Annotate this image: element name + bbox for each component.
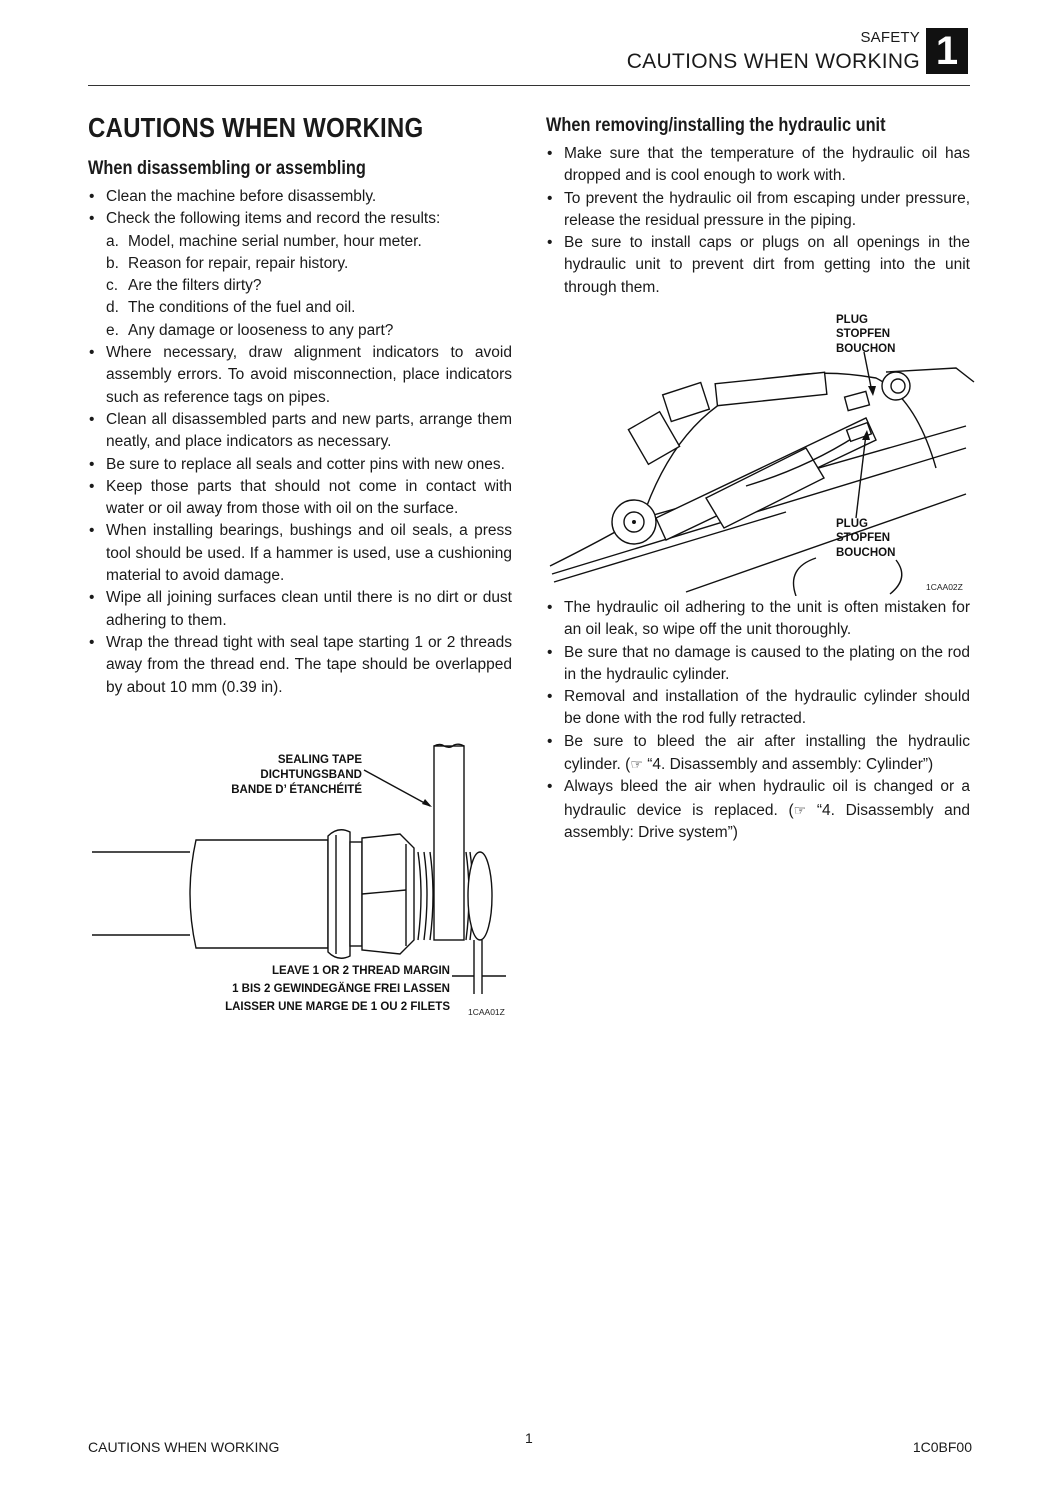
list-item: • Be sure that no damage is caused to the plating on the rod in the hydraulic cylinder. <box>546 642 970 687</box>
right-column-lower <box>546 597 970 844</box>
page-title: CAUTIONS WHEN WORKING <box>88 112 424 143</box>
margin-label-fr: LAISSER UNE MARGE DE 1 OU 2 FILETS <box>225 1001 450 1013</box>
check-items-list <box>106 231 512 342</box>
list-item: • Always bleed the air when hydraulic oil is changed or a hydraulic device is replaced. (☞ “4. Disassembly and assembly: Drive system”) <box>546 776 970 844</box>
hydraulic-list-top <box>546 143 970 299</box>
check-item: e. Any damage or looseness to any part? <box>106 321 394 339</box>
header-section: SAFETY <box>860 29 920 46</box>
block-1 <box>663 383 710 422</box>
lower-curve <box>794 558 817 596</box>
plug-top-label-en: PLUG <box>836 314 868 326</box>
footer-title: CAUTIONS WHEN WORKING <box>88 1439 280 1455</box>
list-item: • Be sure to install caps or plugs on all openings in the hydraulic unit to prevent dirt from getting into the unit through them. <box>546 232 970 299</box>
pointing-hand-icon: ☞ <box>630 756 643 773</box>
chapter-number-badge: 1 <box>926 28 968 74</box>
list-item: • Be sure to bleed the air after installing the hydraulic cylinder. (☞ “4. Disassembly and assembly: Cylinder”) <box>546 731 970 777</box>
hydraulic-list-bottom <box>546 597 970 844</box>
list-item: • Make sure that the temperature of the hydraulic oil has dropped and is cool enough to work with. <box>546 143 970 188</box>
sealing-tape-strip <box>434 746 464 940</box>
check-item: d. The conditions of the fuel and oil. <box>106 299 356 317</box>
plug-bottom-label-fr: BOUCHON <box>836 547 896 559</box>
block-3 <box>715 372 827 405</box>
top-fitting <box>882 372 910 400</box>
list-item: • Keep those parts that should not come in contact with water or oil away from those with oil on the surface. <box>88 476 512 521</box>
list-item: • Be sure to replace all seals and cotter pins with new ones. <box>88 454 512 476</box>
list-item: • Clean the machine before disassembly. <box>88 186 512 208</box>
label-bracket <box>890 560 902 594</box>
arrowhead <box>422 799 432 807</box>
list-item: • To prevent the hydraulic oil from escaping under pressure, release the residual pressure in the piping. <box>546 188 970 233</box>
fitting-sleeve <box>190 840 328 948</box>
footer-code: 1C0BF00 <box>912 1439 972 1455</box>
check-item: b. Reason for repair, repair history. <box>106 254 349 272</box>
list-item: • Where necessary, draw alignment indicators to avoid assembly errors. To avoid misconnection, place indicators such as reference tags on pipes. <box>88 342 512 409</box>
sealing-tape-figure <box>88 740 520 1025</box>
margin-label-en: LEAVE 1 OR 2 THREAD MARGIN <box>271 965 450 977</box>
threads <box>418 852 433 940</box>
list-item: • Check the following items and record the results: a. Model, machine serial number, hour meter. b. Reason for repair, repair history. c. Are the filters dirty? d. The conditions of the fuel and oil. e. Any damage or looseness to any part? <box>88 208 512 342</box>
list-item: • Clean all disassembled parts and new parts, arrange them neatly, and place indicators as necessary. <box>88 409 512 454</box>
cross-reference-link[interactable]: “4. Disassembly and assembly: Drive system”) <box>564 801 970 841</box>
pivot-wheel-center <box>632 520 636 524</box>
list-item: • Wipe all joining surfaces clean until there is no dirt or dust adhering to them. <box>88 587 512 632</box>
plug-top-label-fr: BOUCHON <box>836 343 896 355</box>
fitting-flange <box>328 830 350 959</box>
list-item: • When installing bearings, bushings and oil seals, a press tool should be used. If a hammer is used, use a cushioning material to avoid damage. <box>88 520 512 587</box>
tape-leader-line <box>364 770 430 806</box>
figure-id: 1CAA02Z <box>926 582 963 592</box>
list-item: • Wrap the thread tight with seal tape starting 1 or 2 threads away from the thread end. The tape should be overlapped by about 10 mm (0.39 in). <box>88 632 512 699</box>
check-item: c. Are the filters dirty? <box>106 277 262 295</box>
plug-bottom-label-en: PLUG <box>836 518 868 530</box>
page-number: 1 <box>525 1430 533 1446</box>
hydraulic-unit-figure <box>546 308 976 596</box>
plug-top <box>845 391 870 410</box>
disassembly-list <box>88 186 512 699</box>
header-title: CAUTIONS WHEN WORKING <box>626 50 920 73</box>
pointing-hand-icon: ☞ <box>793 801 807 818</box>
pipe-opening <box>468 852 492 940</box>
list-item: • The hydraulic oil adhering to the unit is often mistaken for an oil leak, so wipe off the unit thoroughly. <box>546 597 970 642</box>
subheading-disassembling: When disassembling or assembling <box>88 158 366 179</box>
fitting-collar <box>350 842 362 946</box>
tape-label-de: DICHTUNGSBAND <box>260 769 362 781</box>
plug-top-label-de: STOPFEN <box>836 328 891 340</box>
left-column <box>88 112 512 699</box>
figure-id: 1CAA01Z <box>468 1007 505 1017</box>
subheading-hydraulic: When removing/installing the hydraulic unit <box>546 115 886 136</box>
tape-label-fr: BANDE D’ ÉTANCHÉITÉ <box>231 784 362 796</box>
tape-label-en: SEALING TAPE <box>277 754 362 766</box>
arrowhead-top <box>868 386 876 396</box>
list-item: • Removal and installation of the hydraulic cylinder should be done with the rod fully retracted. <box>546 686 970 731</box>
check-item: a. Model, machine serial number, hour meter. <box>106 232 422 250</box>
header-divider <box>88 85 970 86</box>
plug-bottom-label-de: STOPFEN <box>836 532 891 544</box>
cross-reference-link[interactable]: “4. Disassembly and assembly: Cylinder”) <box>642 756 934 774</box>
margin-label-de: 1 BIS 2 GEWINDEGÄNGE FREI LASSEN <box>232 983 450 995</box>
right-column <box>546 115 970 299</box>
